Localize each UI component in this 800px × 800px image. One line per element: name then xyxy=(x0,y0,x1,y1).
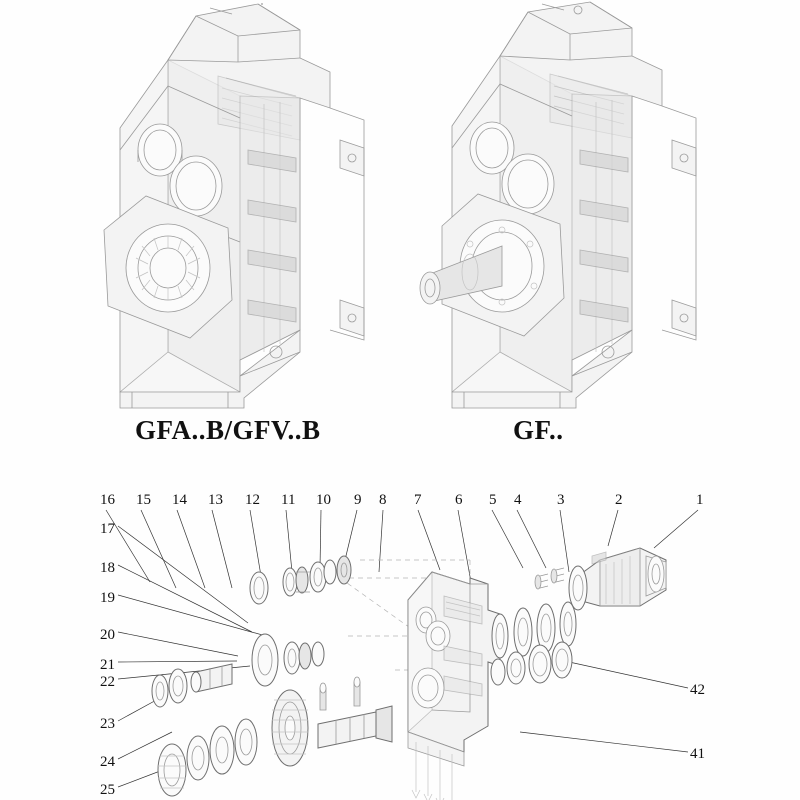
callout-3: 3 xyxy=(557,492,565,508)
callout-7: 7 xyxy=(414,492,422,508)
callout-5: 5 xyxy=(489,492,497,508)
callout-2: 2 xyxy=(615,492,623,508)
callout-16: 16 xyxy=(100,492,115,508)
exploded-diagram-svg xyxy=(0,460,800,800)
callout-6: 6 xyxy=(455,492,463,508)
callout-22: 22 xyxy=(100,674,115,690)
caption-left: GFA..B/GFV..B xyxy=(135,415,321,445)
callout-20: 20 xyxy=(100,627,115,643)
callout-14: 14 xyxy=(172,492,187,508)
callout-17: 17 xyxy=(100,521,115,537)
callout-13: 13 xyxy=(208,492,223,508)
exploded-parts-diagram xyxy=(0,460,800,800)
callout-18: 18 xyxy=(100,560,115,576)
callout-9: 9 xyxy=(354,492,362,508)
callout-8: 8 xyxy=(379,492,387,508)
callout-15: 15 xyxy=(136,492,151,508)
callout-10: 10 xyxy=(316,492,331,508)
parts-cluster-upper-left xyxy=(250,556,351,604)
callout-11: 11 xyxy=(281,492,296,508)
callout-12: 12 xyxy=(245,492,260,508)
gear-housing-part xyxy=(408,572,500,800)
callout-24: 24 xyxy=(100,754,115,770)
gearbox-left-illustration xyxy=(104,4,364,409)
callout-42: 42 xyxy=(690,682,705,698)
caption-right: GF.. xyxy=(513,415,564,445)
motor-input-assembly xyxy=(569,548,666,610)
parts-cluster-center xyxy=(491,568,576,685)
callout-4: 4 xyxy=(514,492,522,508)
callout-25: 25 xyxy=(100,782,115,798)
callout-23: 23 xyxy=(100,716,115,732)
callout-1: 1 xyxy=(696,492,704,508)
callout-41: 41 xyxy=(690,746,705,762)
parts-cluster-lower-left xyxy=(158,677,392,796)
callout-21: 21 xyxy=(100,657,115,673)
callout-19: 19 xyxy=(100,590,115,606)
gearbox-right-illustration xyxy=(420,2,696,408)
